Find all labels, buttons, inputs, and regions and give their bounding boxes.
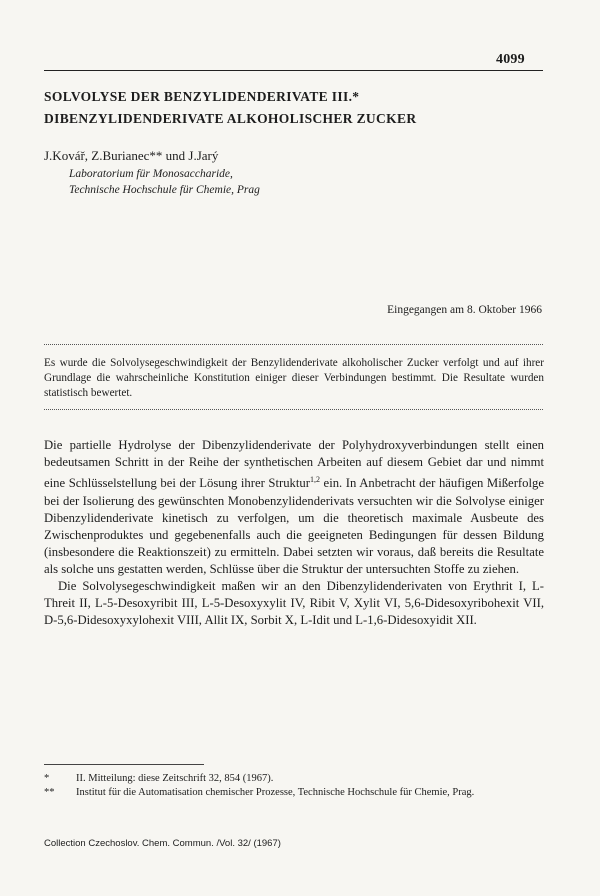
footnote-2 <box>44 786 544 800</box>
paragraph-1-end: ein. In Anbetracht der häufigen Mißerfolge bei der Isolierung des gewünschten Monobenzylidenderivats versuchten wir die Solvolyse einiger Dibenzylidenderivate kinetisch zu verfolgen, um die theoretisch maximale Ausbeute des Zwischenproduktes und gegebenenfalls auch die geeigneten Bedingungen für dessen Bildung (insbesondere die Reaktionszeit) zu ermitteln. Dabei setzten wir voraus, daß bereits die Resultate als solche uns gestatten werden, Schlüsse über die Struktur der untersuchten Stoffe zu ziehen. <box>44 476 544 576</box>
journal-citation: Collection Czechoslov. Chem. Commun. /Vol. 32/ (1967) <box>44 838 281 849</box>
footnote-text: II. Mitteilung: diese Zeitschrift 32, 854 (1967). <box>76 773 274 784</box>
paragraph-1 <box>44 437 544 578</box>
received-date: Eingegangen am 8. Oktober 1966 <box>387 304 542 316</box>
footnote-mark: ** <box>44 787 55 798</box>
header-rule <box>44 70 543 71</box>
paragraph-1-text: Die partielle Hydrolyse der Dibenzylidenderivate der Polyhydroxyverbindungen stellt einen bedeutsamen Schritt in der Reihe der synthetischen Arbeiten auf diesem Gebiet dar und nimmt eine Schlüsselstellung bei der Lösung ihrer Struktur <box>44 438 544 491</box>
affiliation-line-2: Technische Hochschule für Chemie, Prag <box>69 184 260 196</box>
footnote-text: Institut für die Automatisation chemischer Prozesse, Technische Hochschule für Chemie, Prag. <box>76 787 475 798</box>
authors: J.Kovář, Z.Burianec** und J.Jarý <box>44 148 219 163</box>
citation-ref[interactable]: 1,2 <box>309 475 320 485</box>
abstract-bottom-rule <box>44 409 543 410</box>
affiliation <box>69 166 260 198</box>
abstract: Es wurde die Solvolysegeschwindigkeit der Benzylidenderivate alkoholischer Zucker verfolgt und auf ihrer Grundlage die wahrscheinliche Konstitution einiger dieser Verbindungen bestimmt. Die Resultate wurden statistisch bewertet. <box>44 357 544 399</box>
title-line-2: DIBENZYLIDENDERIVATE ALKOHOLISCHER ZUCKER <box>44 111 417 126</box>
footnote-mark: * <box>44 773 50 784</box>
title-line-1: SOLVOLYSE DER BENZYLIDENDERIVATE III.* <box>44 89 360 104</box>
footnote-rule <box>44 764 204 765</box>
paragraph-2: Die Solvolysegeschwindigkeit maßen wir an den Dibenzylidenderivaten von Erythrit I, L-Threit II, L-5-Desoxyribit III, L-5-Desoxyxylit IV, Ribit V, Xylit VI, 5,6-Didesoxyribohexit VII, D-5,6-Didesoxyxylohexit VIII, Allit IX, Sorbit X, L-Idit und L-1,6-Didesoxyidit XII. <box>44 578 544 628</box>
affiliation-line-1: Laboratorium für Monosaccharide, <box>69 168 233 180</box>
abstract-top-rule <box>44 344 543 345</box>
body-text <box>44 437 544 629</box>
article-title <box>44 86 416 130</box>
footnote-1 <box>44 772 544 786</box>
page-number: 4099 <box>496 52 525 67</box>
footnotes <box>44 772 544 800</box>
